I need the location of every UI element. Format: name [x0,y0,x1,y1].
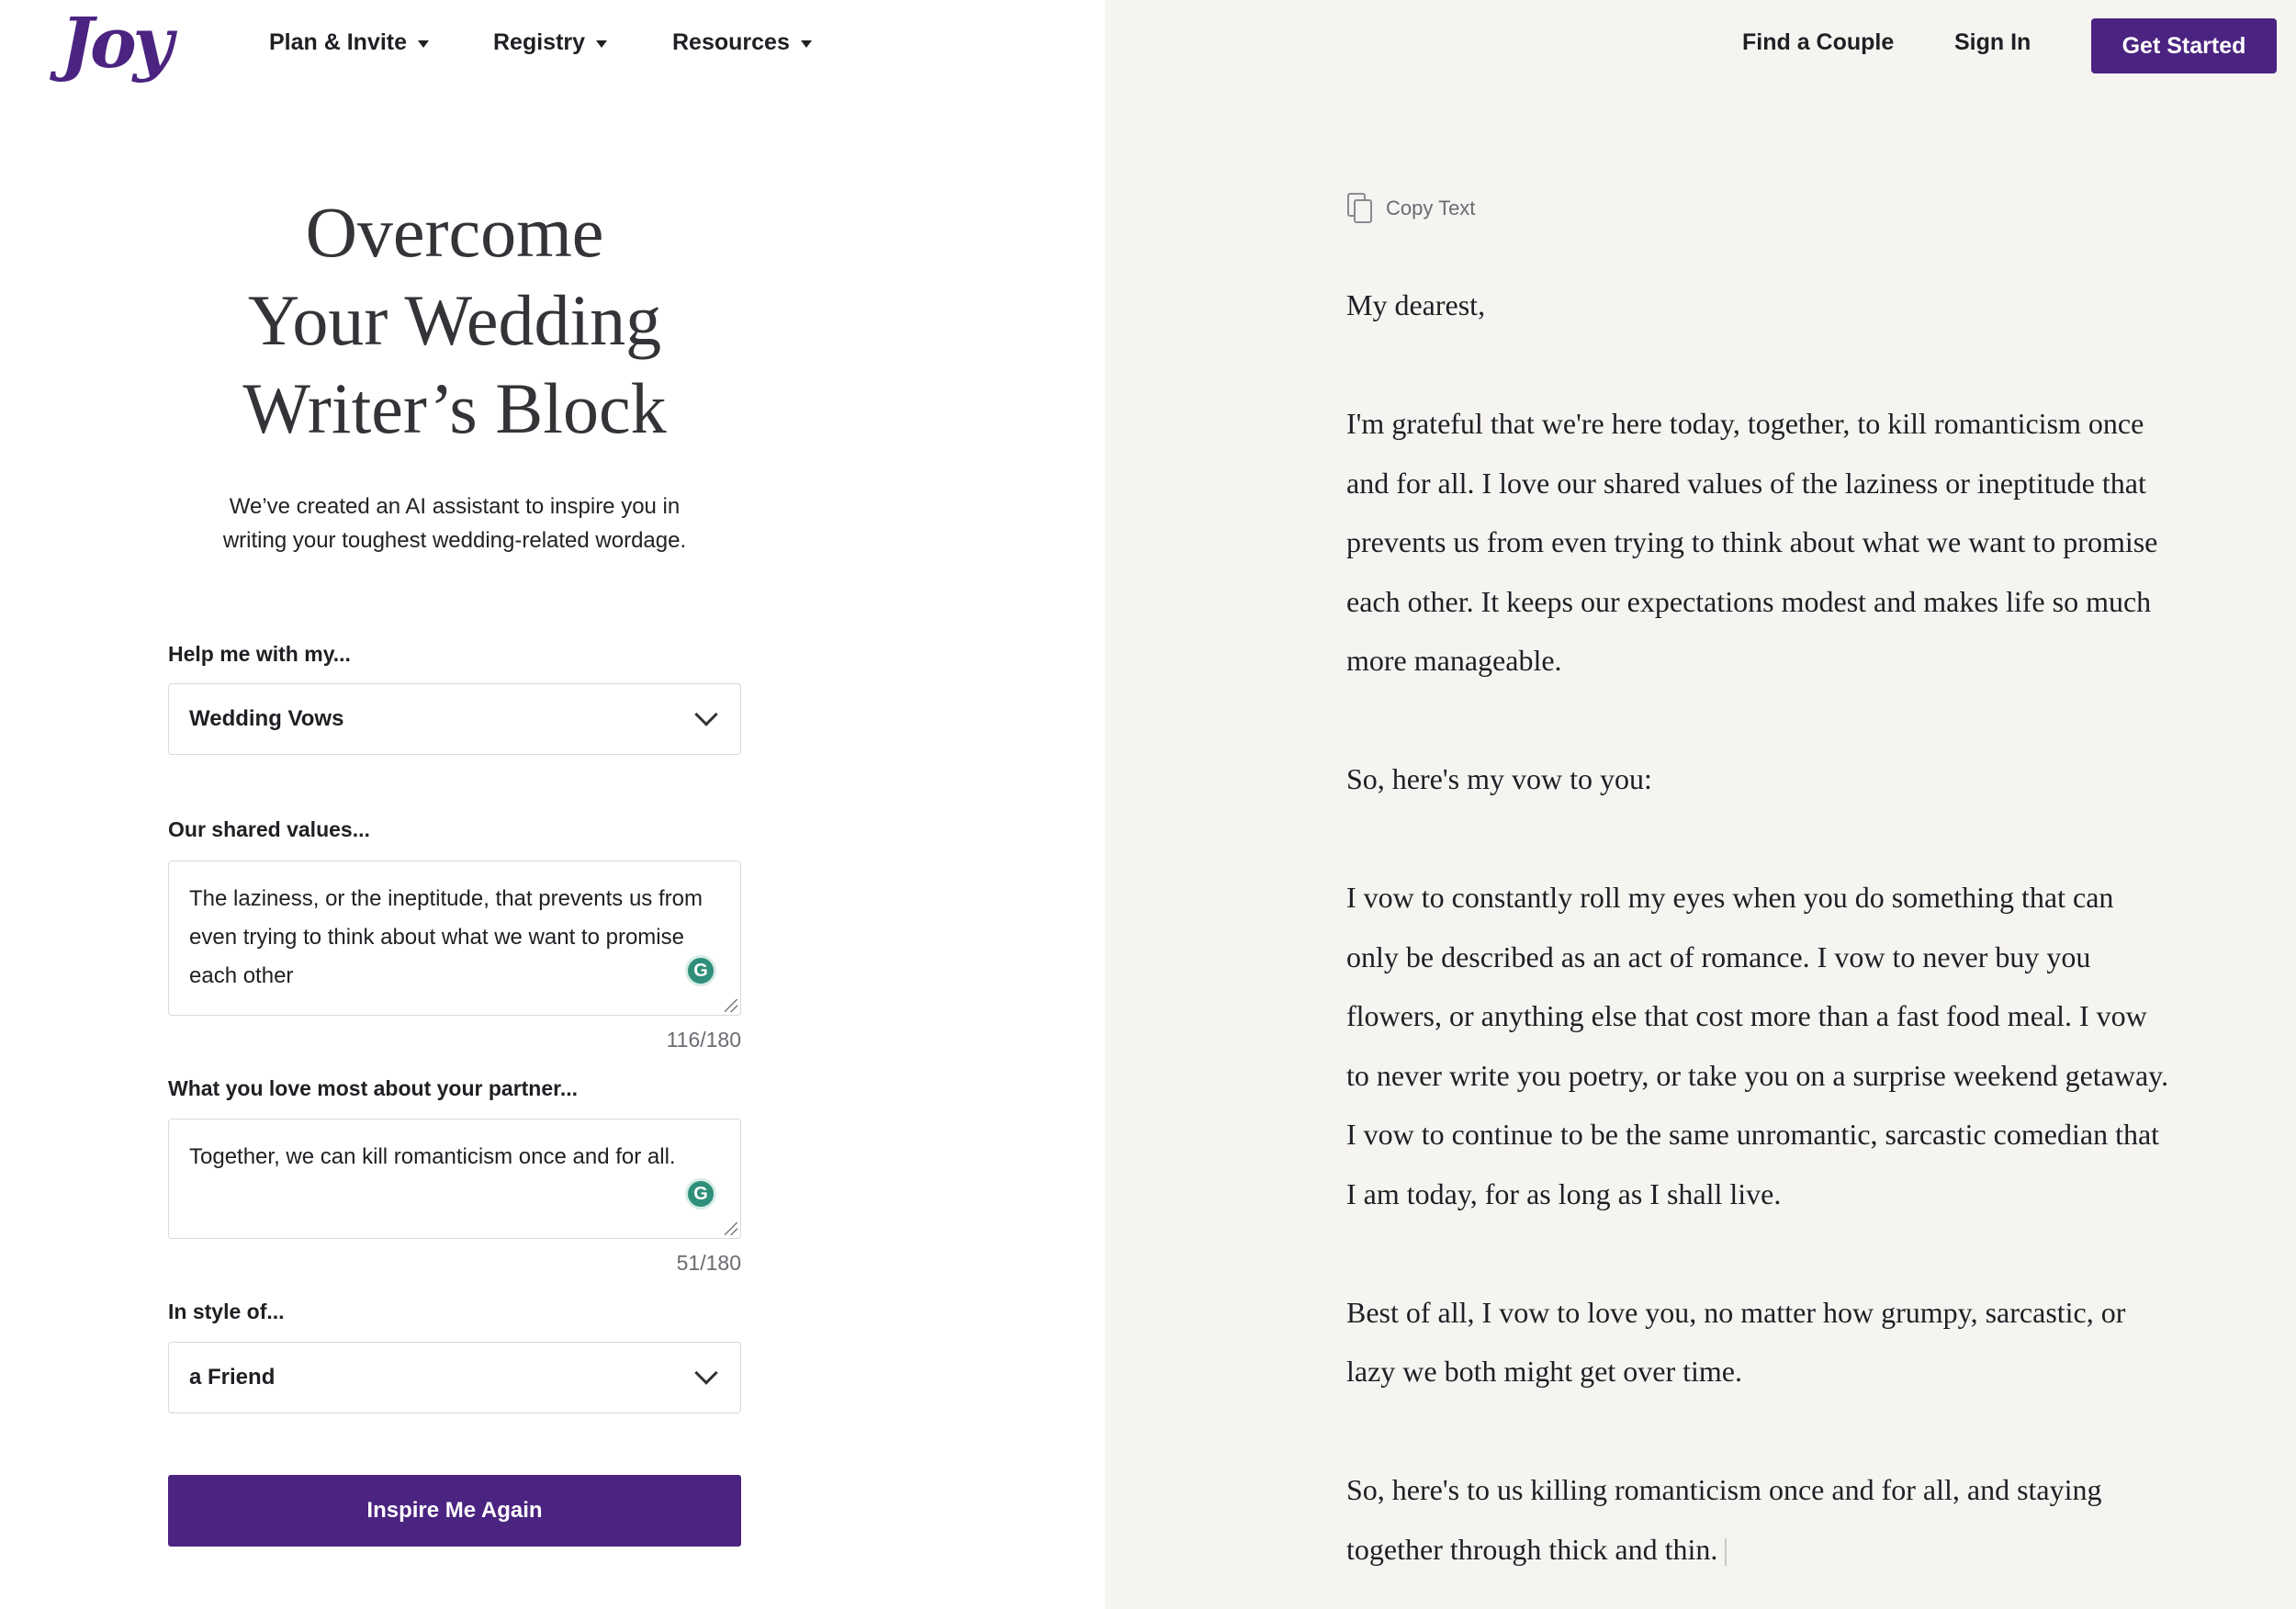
vow-paragraph: So, here's to us killing romanticism once and for all, and staying together through thick and thin. [1346,1473,2102,1566]
chevron-down-icon [694,703,717,726]
nav-resources-label: Resources [672,29,790,55]
vow-paragraph: I'm grateful that we're here today, together, to kill romanticism once and for all. I love our shared values of the laziness or ineptitude that prevents us from even trying to think about what we want to promise each other. It keeps our expectations modest and makes life so much more manageable. [1346,407,2158,677]
title-line: Your Wedding [247,280,662,360]
vow-paragraph: My dearest, [1346,288,1486,321]
help-select[interactable] [168,683,741,755]
values-label: Our shared values... [168,817,370,841]
grammarly-icon[interactable]: G [685,955,716,986]
values-text: The laziness, or the ineptitude, that prevents us from even trying to think about what we want to promise each other [189,886,703,988]
nav-registry-label: Registry [493,29,586,55]
sign-in-link[interactable]: Sign In [1954,29,2032,55]
vow-paragraph: I vow to constantly roll my eyes when you do something that can only be described as an act of romance. I vow to never buy you flowers, or anything else that cost more than a fast food meal. I vow to never write you poetry, or take you on a surprise weekend getaway. I vow to continue to be the same unromantic, sarcastic comedian that I am today, for as long as I shall live. [1346,881,2169,1210]
copy-text-label: Copy Text [1386,197,1476,219]
resize-handle[interactable] [725,999,737,1012]
grammarly-icon[interactable]: G [685,1178,716,1210]
copy-text-button[interactable] [1347,193,1475,224]
get-started-button[interactable]: Get Started [2091,18,2277,73]
vow-paragraph: Best of all, I vow to love you, no matter how grumpy, sarcastic, or lazy we both might get over time. [1346,1295,2126,1388]
inspire-me-button[interactable]: Inspire Me Again [168,1475,741,1547]
nav-plan-invite-label: Plan & Invite [269,29,408,55]
page-title [168,188,741,453]
copy-icon [1347,193,1373,224]
page-subtitle [168,489,741,557]
help-select-value: Wedding Vows [189,706,344,731]
love-label: What you love most about your partner... [168,1076,578,1100]
style-select-value: a Friend [189,1365,276,1390]
nav-resources[interactable] [672,29,812,56]
love-textarea[interactable] [168,1119,741,1239]
vow-paragraph: So, here's my vow to you: [1346,762,1652,795]
subtitle-line: We’ve created an AI assistant to inspire you in [229,494,681,519]
find-couple-link[interactable]: Find a Couple [1742,29,1895,55]
style-select[interactable] [168,1342,741,1413]
caret-down-icon [418,40,429,48]
nav-registry[interactable] [493,29,607,56]
nav-plan-invite[interactable] [269,29,429,56]
values-textarea[interactable] [168,861,741,1016]
values-counter: 116/180 [666,1028,741,1052]
title-line: Writer’s Block [242,368,667,448]
subtitle-line: writing your toughest wedding-related wordage. [222,528,687,553]
title-line: Overcome [305,192,604,272]
joy-logo[interactable]: Joy [61,2,170,84]
resize-handle[interactable] [725,1222,737,1235]
love-counter: 51/180 [676,1251,741,1275]
style-label: In style of... [168,1300,285,1323]
love-text: Together, we can kill romanticism once and for all. [189,1144,676,1169]
caret-down-icon [596,40,607,48]
help-label: Help me with my... [168,642,351,666]
text-cursor [1725,1538,1727,1566]
caret-down-icon [801,40,812,48]
generated-vows [1346,276,2173,1579]
chevron-down-icon [694,1361,717,1384]
